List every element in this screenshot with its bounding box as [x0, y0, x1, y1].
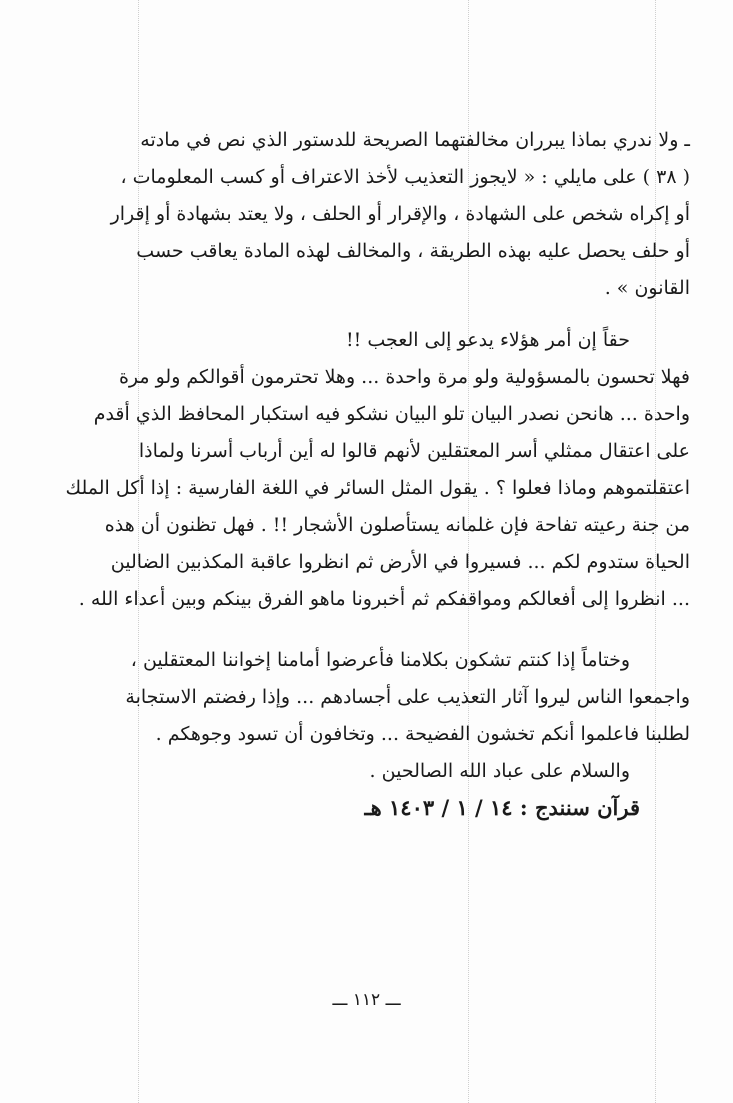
text-line: ... انظروا إلى أفعالكم ومواقفكم ثم أخبرونا ماهو الفرق بينكم وبين أعداء الله . [78, 588, 690, 610]
text-line: وختاماً إذا كنتم تشكون بكلامنا فأعرضوا أمامنا إخواننا المعتقلين ، [130, 649, 630, 671]
text-line: فهلا تحسون بالمسؤولية ولو مرة واحدة ... وهلا تحترمون أقوالكم ولو مرة [118, 366, 690, 388]
text-line: واحدة ... هانحن نصدر البيان تلو البيان نشكو فيه استكبار المحافظ الذي أقدم [93, 403, 690, 425]
text-line: القانون » . [604, 277, 690, 299]
paragraph-wonder [60, 322, 690, 618]
text-line: من جنة رعيته تفاحة فإن غلمانه يستأصلون الأشجار !! . فهل تظنون أن هذه [104, 514, 690, 536]
text-line: أو حلف يحصل عليه بهذه الطريقة ، والمخالف لهذه المادة يعاقب حسب [136, 240, 690, 262]
text-line: واجمعوا الناس ليروا آثار التعذيب على أجسادهم ... وإذا رفضتم الاستجابة [125, 686, 690, 708]
paragraph-constitution-quote [60, 122, 690, 307]
text-line: أو إكراه شخص على الشهادة ، والإقرار أو الحلف ، ولا يعتد بشهادة أو إقرار [110, 203, 690, 225]
closing-salutation: والسلام على عباد الله الصالحين . [369, 760, 630, 782]
text-line: ـ ولا ندري بماذا يبرران مخالفتهما الصريحة للدستور الذي نص في مادته [140, 129, 690, 151]
text-line: حقاً إن أمر هؤلاء يدعو إلى العجب !! [346, 329, 630, 351]
signature-date: قرآن سنندج : ١٤ / ١ / ١٤٠٣ هـ [364, 795, 640, 820]
text-line: لطلبنا فاعلموا أنكم تخشون الفضيحة ... وتخافون أن تسود وجوهكم . [155, 723, 690, 745]
text-line: الحياة ستدوم لكم ... فسيروا في الأرض ثم انظروا عاقبة المكذبين الضالين [110, 551, 690, 573]
text-line: ( ٣٨ ) على مايلي : « لايجوز التعذيب لأخذ الاعتراف أو كسب المعلومات ، [120, 166, 690, 188]
page-number: ـــ ١١٢ ـــ [332, 990, 401, 1010]
text-line: اعتقلتموهم وماذا فعلوا ؟ . يقول المثل السائر في اللغة الفارسية : إذا أكل الملك [65, 477, 690, 499]
paragraph-conclusion [60, 642, 690, 790]
text-line: على اعتقال ممثلي أسر المعتقلين لأنهم قالوا له أين أرباب أسرنا ولماذا [138, 440, 690, 462]
